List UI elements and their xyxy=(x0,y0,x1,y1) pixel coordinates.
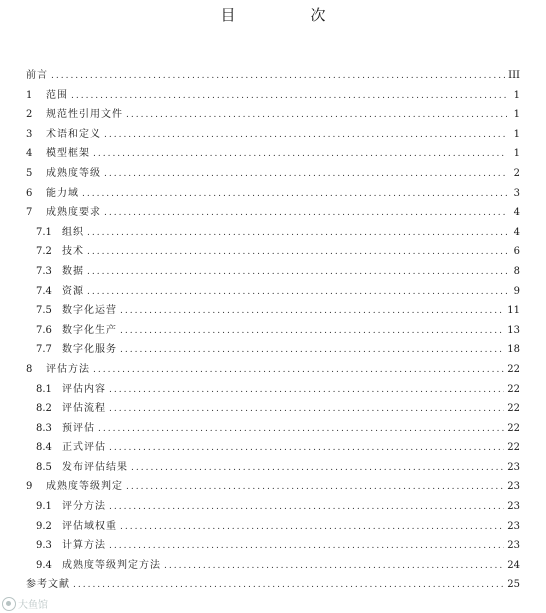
toc-dot-leader xyxy=(73,576,504,596)
toc-dot-leader xyxy=(109,498,504,518)
toc-entry-page-number: 2 xyxy=(513,167,520,179)
toc-entry-label: 成熟度等级 xyxy=(46,167,101,179)
toc-dot-leader xyxy=(109,439,504,459)
toc-entry[interactable] xyxy=(26,340,520,360)
toc-entry-page-number: 23 xyxy=(507,520,520,532)
page-title: 目 次 xyxy=(220,6,356,24)
toc-entry[interactable] xyxy=(26,262,520,282)
toc-dot-leader xyxy=(82,185,507,205)
toc-entry-page-number: 22 xyxy=(507,422,520,434)
toc-entry-label: 数据 xyxy=(62,265,84,277)
toc-entry[interactable] xyxy=(26,86,520,106)
toc-entry[interactable] xyxy=(26,144,520,164)
toc-entry[interactable] xyxy=(26,105,520,125)
toc-entry-label: 参考文献 xyxy=(26,579,70,591)
toc-dot-leader xyxy=(126,106,507,126)
toc-entry-page-number: 23 xyxy=(507,540,520,552)
toc-entry[interactable] xyxy=(26,321,520,341)
toc-entry-number: 8.3 xyxy=(36,422,52,434)
toc-dot-leader xyxy=(87,263,507,283)
toc-entry-label: 评估流程 xyxy=(62,403,106,415)
toc-dot-leader xyxy=(120,341,504,361)
toc-entry-label: 计算方法 xyxy=(62,540,106,552)
toc-entry-label: 评分方法 xyxy=(62,501,106,513)
toc-entry-label: 预评估 xyxy=(62,422,95,434)
toc-dot-leader xyxy=(87,224,507,244)
toc-entry[interactable] xyxy=(26,399,520,419)
toc-entry-page-number: 1 xyxy=(513,148,520,160)
toc-entry-label: 成熟度等级判定方法 xyxy=(62,559,161,571)
toc-dot-leader xyxy=(109,537,504,557)
toc-entry[interactable] xyxy=(26,282,520,302)
toc-dot-leader xyxy=(109,381,504,401)
toc-entry-number: 6 xyxy=(26,187,33,199)
toc-entry-number: 7.7 xyxy=(36,344,52,356)
toc-entry[interactable] xyxy=(26,477,520,497)
toc-entry-number: 2 xyxy=(26,109,33,121)
toc-entry-page-number: III xyxy=(508,70,520,81)
toc-entry[interactable] xyxy=(26,419,520,439)
toc-dot-leader xyxy=(104,165,507,185)
toc-entry-label: 评估方法 xyxy=(46,363,90,375)
toc-entry-label: 范围 xyxy=(46,89,68,101)
toc-entry-label: 模型框架 xyxy=(46,148,90,160)
toc-entry-number: 3 xyxy=(26,128,33,140)
toc-entry-number: 9.1 xyxy=(36,501,52,513)
toc-entry-label: 能力域 xyxy=(46,187,79,199)
toc-entry-page-number: 9 xyxy=(513,285,520,297)
toc-entry[interactable] xyxy=(26,125,520,145)
toc-entry[interactable] xyxy=(26,360,520,380)
toc-entry-page-number: 23 xyxy=(507,501,520,513)
toc-dot-leader xyxy=(104,204,507,224)
toc-dot-leader xyxy=(120,518,504,538)
toc-entry-label: 术语和定义 xyxy=(46,128,101,140)
toc-entry-label: 发布评估结果 xyxy=(62,461,128,473)
toc-entry-page-number: 24 xyxy=(507,559,520,571)
toc-entry-label: 正式评估 xyxy=(62,442,106,454)
toc-entry-number: 8.2 xyxy=(36,403,52,415)
toc-entry-label: 评估域权重 xyxy=(62,520,117,532)
toc-entry-number: 7.1 xyxy=(36,226,52,238)
watermark-logo-icon xyxy=(2,597,16,611)
toc-entry[interactable] xyxy=(26,517,520,537)
toc-dot-leader xyxy=(120,302,504,322)
toc-entry-label: 数字化生产 xyxy=(62,324,117,336)
toc-entry-label: 成熟度要求 xyxy=(46,207,101,219)
toc-entry-number: 5 xyxy=(26,167,33,179)
toc-dot-leader xyxy=(98,420,504,440)
toc-entry-page-number: 23 xyxy=(507,461,520,473)
toc-entry-number: 7.6 xyxy=(36,324,52,336)
toc-entry-label: 评估内容 xyxy=(62,383,106,395)
toc-entry[interactable] xyxy=(26,242,520,262)
toc-dot-leader xyxy=(109,400,504,420)
table-of-contents xyxy=(26,66,520,595)
toc-entry-label: 数字化运营 xyxy=(62,305,117,317)
toc-entry-number: 7 xyxy=(26,207,33,219)
toc-dot-leader xyxy=(93,145,507,165)
toc-entry-label: 组织 xyxy=(62,226,84,238)
toc-entry[interactable] xyxy=(26,223,520,243)
toc-entry-page-number: 4 xyxy=(513,207,520,219)
toc-entry-label: 规范性引用文件 xyxy=(46,109,123,121)
toc-dot-leader xyxy=(164,557,504,577)
toc-entry-page-number: 1 xyxy=(513,128,520,140)
toc-entry-page-number: 11 xyxy=(507,305,520,317)
toc-entry[interactable] xyxy=(26,556,520,576)
toc-entry[interactable] xyxy=(26,497,520,517)
toc-dot-leader xyxy=(71,87,507,107)
toc-dot-leader xyxy=(104,126,507,146)
toc-entry[interactable] xyxy=(26,66,520,86)
toc-entry-number: 9.2 xyxy=(36,520,52,532)
toc-entry-label: 数字化服务 xyxy=(62,344,117,356)
toc-entry[interactable] xyxy=(26,536,520,556)
toc-entry-number: 1 xyxy=(26,89,33,101)
toc-entry-number: 7.4 xyxy=(36,285,52,297)
toc-entry[interactable] xyxy=(26,301,520,321)
toc-entry-number: 7.3 xyxy=(36,265,52,277)
toc-dot-leader xyxy=(93,361,504,381)
toc-dot-leader xyxy=(87,283,507,303)
toc-entry-page-number: 25 xyxy=(507,579,520,591)
toc-entry-number: 8.1 xyxy=(36,383,52,395)
toc-entry-page-number: 6 xyxy=(513,246,520,258)
toc-entry-page-number: 22 xyxy=(507,403,520,415)
toc-entry[interactable] xyxy=(26,164,520,184)
toc-entry-label: 成熟度等级判定 xyxy=(46,481,123,493)
toc-entry-label: 技术 xyxy=(62,246,84,258)
toc-entry-page-number: 22 xyxy=(507,363,520,375)
watermark xyxy=(2,596,48,611)
toc-dot-leader xyxy=(120,322,504,342)
toc-entry-page-number: 8 xyxy=(513,265,520,277)
toc-entry[interactable] xyxy=(26,380,520,400)
watermark-text: 大鱼馆 xyxy=(18,600,48,611)
toc-entry-number: 9.4 xyxy=(36,559,52,571)
toc-entry[interactable] xyxy=(26,575,520,595)
toc-entry-page-number: 18 xyxy=(507,344,520,356)
toc-dot-leader xyxy=(126,478,504,498)
toc-dot-leader xyxy=(51,67,505,87)
toc-entry-number: 7.5 xyxy=(36,305,52,317)
toc-entry-number: 9 xyxy=(26,481,33,493)
toc-entry[interactable] xyxy=(26,438,520,458)
toc-entry-label: 资源 xyxy=(62,285,84,297)
toc-entry-page-number: 1 xyxy=(513,109,520,121)
toc-entry-page-number: 4 xyxy=(513,226,520,238)
toc-entry-page-number: 3 xyxy=(513,187,520,199)
toc-entry-number: 8.4 xyxy=(36,442,52,454)
toc-entry[interactable] xyxy=(26,184,520,204)
toc-entry-number: 8.5 xyxy=(36,461,52,473)
toc-dot-leader xyxy=(131,459,504,479)
toc-entry-number: 7.2 xyxy=(36,246,52,258)
toc-entry-page-number: 23 xyxy=(507,481,520,493)
toc-entry-number: 9.3 xyxy=(36,540,52,552)
toc-dot-leader xyxy=(87,243,507,263)
toc-entry-number: 4 xyxy=(26,148,33,160)
toc-entry[interactable] xyxy=(26,203,520,223)
toc-entry-page-number: 22 xyxy=(507,442,520,454)
toc-entry-page-number: 1 xyxy=(513,89,520,101)
toc-entry-number: 8 xyxy=(26,363,33,375)
toc-entry-page-number: 13 xyxy=(507,324,520,336)
toc-entry-page-number: 22 xyxy=(507,383,520,395)
toc-entry-label: 前言 xyxy=(26,70,48,81)
toc-entry[interactable] xyxy=(26,458,520,478)
